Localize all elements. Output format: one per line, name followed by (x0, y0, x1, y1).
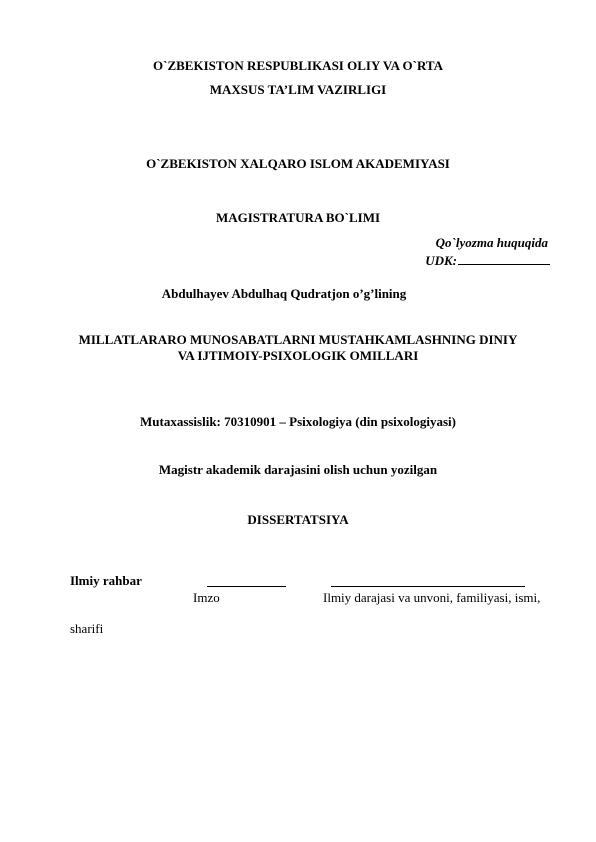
supervisor-label: Ilmiy rahbar (70, 573, 142, 588)
udk-blank-line (458, 252, 550, 265)
author-name: Abdulhayev Abdulhaq Qudratjon o’g’lining (161, 286, 407, 301)
details-caption: Ilmiy darajasi va unvoni, familiyasi, ismi, (323, 590, 541, 605)
department-name: MAGISTRATURA BO`LIMI (215, 210, 381, 225)
details-caption-continued: sharifi (70, 621, 104, 636)
details-line (331, 586, 525, 587)
degree-purpose: Magistr akademik darajasini olish uchun yozilgan (158, 462, 438, 477)
title-line-2: VA IJTIMOIY-PSIXOLOGIK OMILLARI (177, 348, 419, 363)
udk-label: UDK: (425, 253, 457, 268)
specialty: Mutaxassislik: 70310901 – Psixologiya (din psixologiyasi) (139, 414, 456, 429)
academy-name: O`ZBEKISTON XALQARO ISLOM AKADEMIYASI (146, 156, 450, 171)
ministry-line-2: MAXSUS TA’LIM VAZIRLIGI (209, 82, 387, 97)
document-type: DISSERTATSIYA (247, 512, 349, 527)
signature-line (207, 586, 286, 587)
signature-caption: Imzo (193, 590, 220, 605)
udk-field (425, 252, 550, 269)
title-line-1: MILLATLARARO MUNOSABATLARNI MUSTAHKAMLASHNING DINIY (78, 332, 518, 347)
rights-label: Qo`lyozma huquqida (435, 235, 548, 250)
ministry-line-1: O`ZBEKISTON RESPUBLIKASI OLIY VA O`RTA (153, 58, 443, 73)
